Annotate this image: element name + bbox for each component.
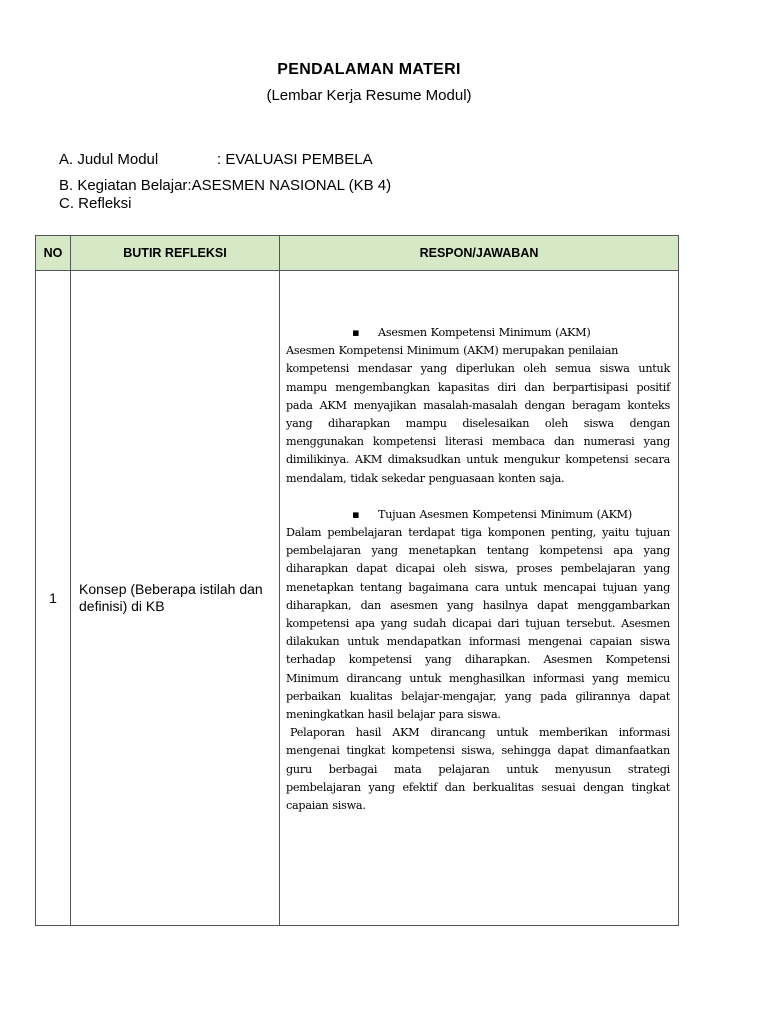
table-row [36, 271, 679, 926]
kegiatan-belajar-line [59, 177, 391, 194]
kegiatan-belajar-label: B. Kegiatan Belajar [59, 177, 188, 194]
bullet-tujuan [286, 506, 670, 524]
judul-modul-line [59, 151, 373, 168]
table-header-row [36, 236, 679, 271]
bullet-akm-text: Asesmen Kompetensi Minimum (AKM) [378, 326, 591, 339]
bullet-akm [286, 324, 670, 342]
document-subtitle: (Lembar Kerja Resume Modul) [266, 87, 472, 104]
judul-modul-value: : EVALUASI PEMBELA [217, 151, 373, 168]
refleksi-table [35, 235, 679, 926]
judul-modul-label: A. Judul Modul [59, 151, 159, 168]
respon-cell [280, 271, 679, 926]
kegiatan-belajar-value: :ASESMEN NASIONAL (KB 4) [187, 177, 392, 194]
header-butir-refleksi: BUTIR REFLEKSI [71, 236, 280, 271]
refleksi-label: C. Refleksi [59, 195, 132, 212]
header-respon-jawaban: RESPON/JAWABAN [280, 236, 679, 271]
paragraph-pelaporan: Pelaporan hasil AKM dirancang untuk memberikan informasi mengenai tingkat kompetensi siswa, sehingga dapat dimanfaatkan guru berbagai mata pelajaran untuk menyusun strategi pembelajaran yang efektif dan berkualitas sesuai dengan tingkat capaian siswa. [286, 726, 670, 813]
bullet-icon: ▪ [352, 507, 360, 521]
butir-refleksi-cell: Konsep (Beberapa istilah dan definisi) di KB [71, 271, 280, 926]
document-title: PENDALAMAN MATERI [277, 61, 461, 78]
paragraph-tujuan: Dalam pembelajaran terdapat tiga komponen penting, yaitu tujuan pembelajaran yang menetapkan tentang kompetensi apa yang diharapkan dapat dicapai oleh siswa, proses pembelajaran yang menetapkan tentang bagaimana cara untuk mencapai tujuan yang diharapkan, dan asesmen yang hasilnya dapat menggambarkan kompetensi apa yang sudah dicapai dari tujuan tersebut. Asesmen dilakukan untuk mendapatkan informasi mengenai capaian siswa terhadap kompetensi yang diharapkan. Asesmen Kompetensi Minimum dirancang untuk menghasilkan informasi yang memicu perbaikan kualitas belajar-mengajar, yang pada gilirannya dapat meningkatkan hasil belajar para siswa. [286, 526, 670, 722]
paragraph-akm-body: kompetensi mendasar yang diperlukan oleh semua siswa untuk mampu mengembangkan kapasitas diri dan berpartisipasi positif pada AKM menyajikan masalah-masalah dengan beragam konteks yang diharapkan mampu diselesaikan oleh siswa dengan menggunakan kompetensi literasi membaca dan numerasi yang dimilikinya. AKM dimaksudkan untuk mengukur kompetensi secara mendalam, tidak sekedar penguasaan konten saja. [286, 362, 670, 485]
bullet-tujuan-text: Tujuan Asesmen Kompetensi Minimum (AKM) [378, 507, 632, 521]
header-no: NO [36, 236, 71, 271]
bullet-icon: ▪ [352, 326, 360, 339]
row-number: 1 [36, 271, 71, 926]
paragraph-akm-intro: Asesmen Kompetensi Minimum (AKM) merupakan penilaian [286, 344, 619, 358]
